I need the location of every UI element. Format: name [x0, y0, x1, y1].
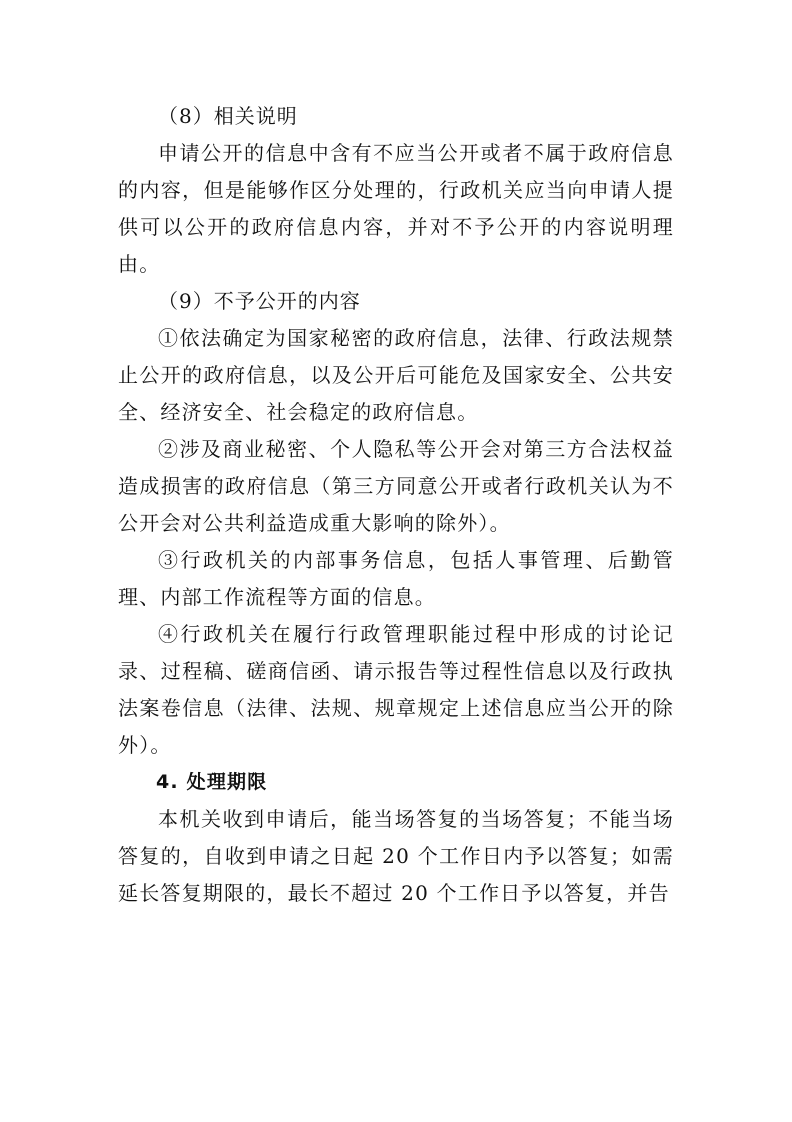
section-8-paragraph: 申请公开的信息中含有不应当公开或者不属于政府信息的内容，但是能够作区分处理的，行政机关应当向申请人提供可以公开的政府信息内容，并对不予公开的内容说明理由。: [118, 141, 674, 276]
section-4-heading: 4. 处理期限: [156, 771, 268, 793]
section-9-item-2: ②涉及商业秘密、个人隐私等公开会对第三方合法权益造成损害的政府信息（第三方同意公开或者行政机关认为不公开会对公共利益造成重大影响的除外）。: [118, 437, 674, 535]
section-9-item-3: ③行政机关的内部事务信息，包括人事管理、后勤管理、内部工作流程等方面的信息。: [118, 548, 674, 609]
document-body: [118, 98, 674, 912]
section-9-item-1: ①依法确定为国家秘密的政府信息，法律、行政法规禁止公开的政府信息，以及公开后可能危及国家安全、公共安全、经济安全、社会稳定的政府信息。: [118, 326, 674, 424]
section-8-heading: （8）相关说明: [158, 104, 298, 128]
section-9-heading: （9）不予公开的内容: [158, 289, 361, 313]
section-9-item-4: ④行政机关在履行行政管理职能过程中形成的讨论记录、过程稿、磋商信函、请示报告等过程性信息以及行政执法案卷信息（法律、法规、规章规定上述信息应当公开的除外）。: [118, 622, 674, 757]
section-4-paragraph: 本机关收到申请后，能当场答复的当场答复；不能当场答复的，自收到申请之日起 20 个工作日内予以答复；如需延长答复期限的，最长不超过 20 个工作日予以答复，并告: [118, 807, 674, 905]
